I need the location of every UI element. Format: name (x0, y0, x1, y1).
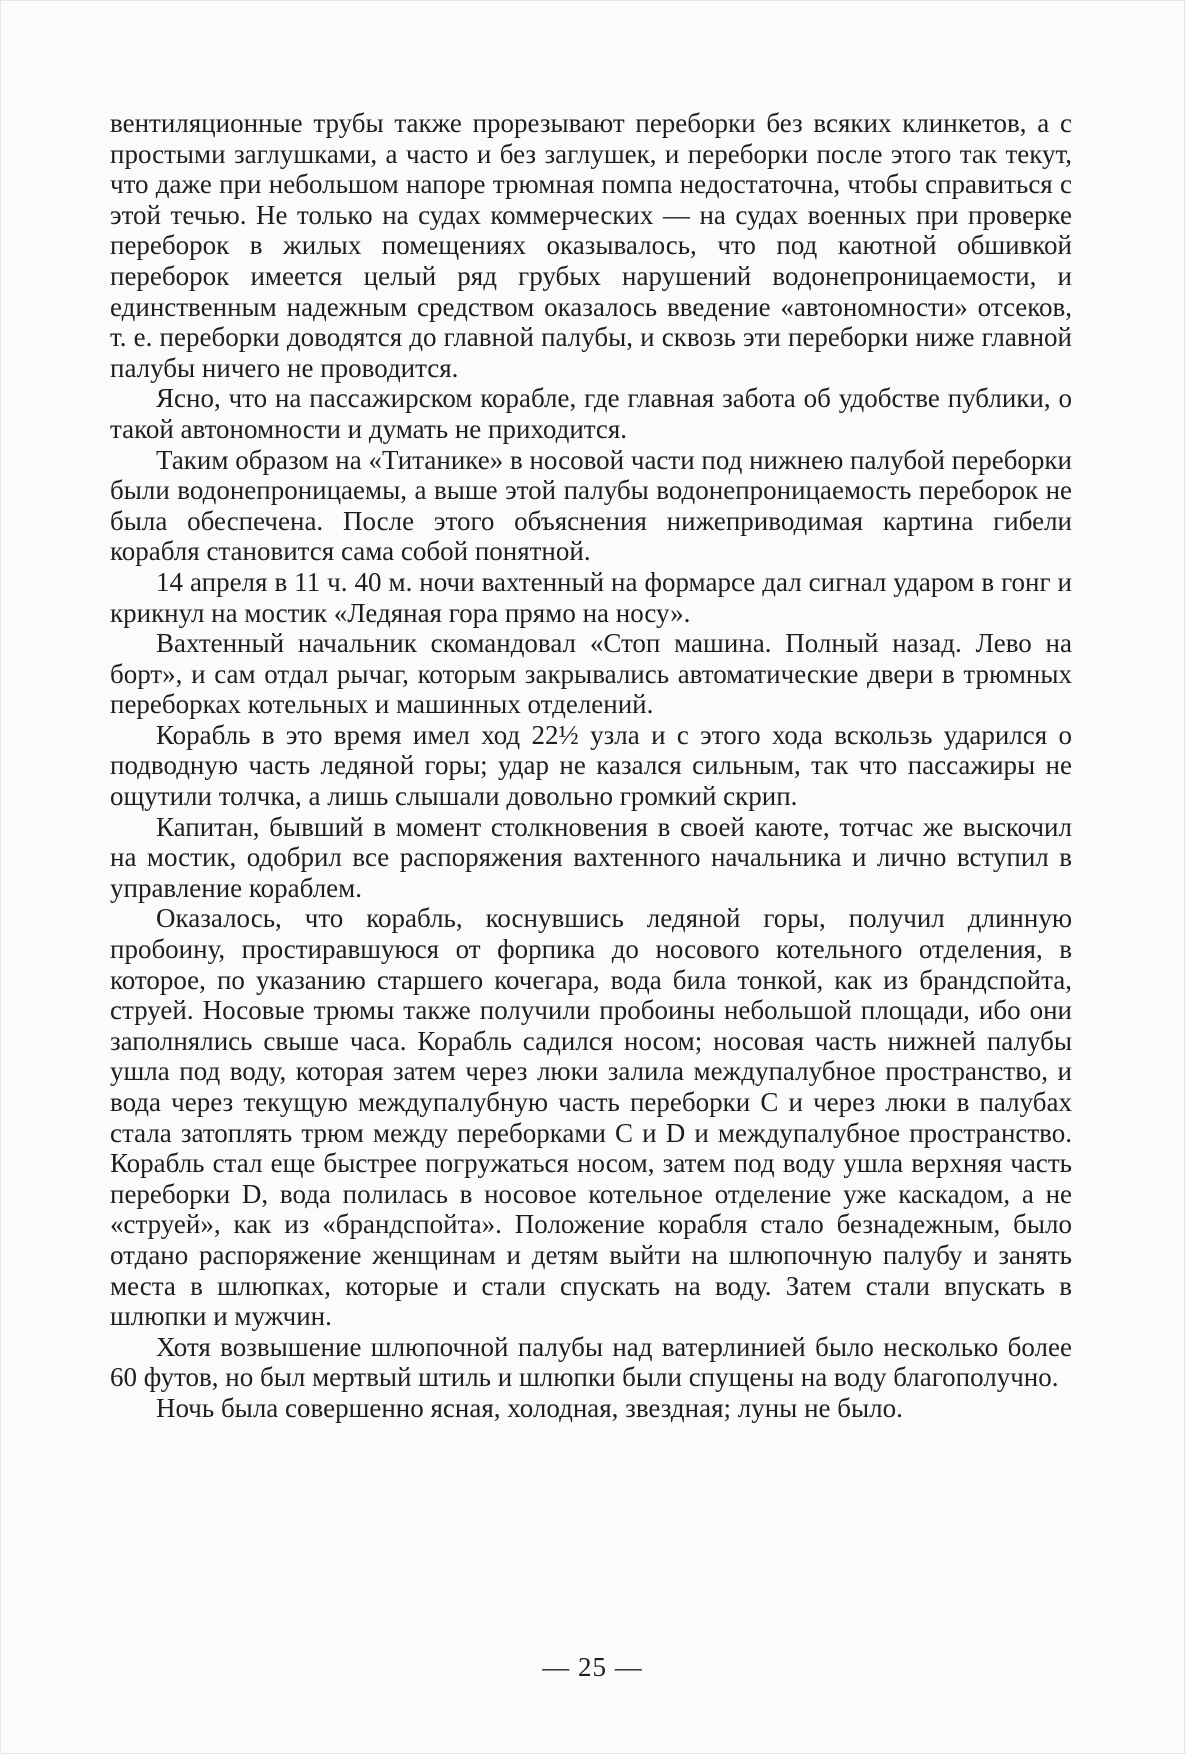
paragraph-night: Ночь была совершенно ясная, холодная, звездная; луны не было. (156, 1392, 903, 1423)
paragraph-watch-officer: Вахтенный начальник скомандовал «Стоп машина. Полный назад. Лево на борт», и сам отдал рычаг, которым закрывались автоматические двери в трюмных переборках котельных и машинных отделений. (110, 628, 1072, 720)
page-body-text (110, 108, 1072, 1424)
paragraph-ventilation: вентиляционные трубы также прорезывают переборки без всяких клинкетов, а с простыми заглушками, а часто и без заглушек, и переборки после этого так текут, что даже при небольшом напоре трюмная помпа недостаточна, чтобы справиться с этой течью. Не только на судах коммерческих — на судах военных при проверке переборок в жилых помещениях оказывалось, что под каютной обшивкой переборок имеется целый ряд грубых нарушений водонепроницаемости, и единственным надежным средством оказалось введение «автономности» отсеков, т. е. переборки доводятся до главной палубы, и сквозь эти переборки ниже главной палубы ничего не проводится. (110, 108, 1072, 383)
paragraph-april-14: 14 апреля в 11 ч. 40 м. ночи вахтенный на формарсе дал сигнал ударом в гонг и крикнул на мостик «Ледяная гора прямо на носу». (110, 566, 1072, 628)
paragraph-titanic-bulkheads: Таким образом на «Титанике» в носовой части под нижнею палубой переборки были водонепроницаемы, а выше этой палубы водонепроницаемость переборок не была обеспечена. После этого объяснения нижеприводимая картина гибели корабля становится сама собой понятной. (110, 444, 1072, 567)
paragraph-passenger-ship: Ясно, что на пассажирском корабле, где главная забота об удобстве публики, о такой автономности и думать не приходится. (110, 383, 1072, 444)
paragraph-captain: Капитан, бывший в момент столкновения в своей каюте, тотчас же выскочил на мостик, одобрил все распоряжения вахтенного начальника и лично вступил в управление кораблем. (110, 811, 1072, 903)
paragraph-breach: Оказалось, что корабль, коснувшись ледяной горы, получил длинную пробоину, простиравшуюся от форпика до носового котельного отделения, в которое, по указанию старшего кочегара, вода била тонкой, как из брандспойта, струей. Носовые трюмы также получили пробоины небольшой площади, ибо они заполнялись свыше часа. Корабль садился носом; носовая часть нижней палубы ушла под воду, которая затем через люки залила междупалубное пространство, и вода через текущую междупалубную часть переборки C и через люки в палубах стала затоплять трюм между переборками C и D и междупалубное пространство. Корабль стал еще быстрее погружаться носом, затем под воду ушла верхняя часть переборки D, вода полилась в носовое котельное отделение уже каскадом, а не «струей», как из «брандспойта». Положение корабля стало безнадежным, было отдано распоряжение женщинам и детям выйти на шлюпочную палубу и занять места в шлюпках, которые и стали спускать на воду. Затем стали впускать в шлюпки и мужчин. (110, 903, 1072, 1332)
paragraph-boat-deck: Хотя возвышение шлюпочной палубы над ватерлинией было несколько более 60 футов, но был мертвый штиль и шлюпки были спущены на воду благополучно. (110, 1331, 1072, 1393)
paragraph-ship-speed: Корабль в это время имел ход 22½ узла и с этого хода вскользь ударился о подводную часть ледяной горы; удар не казался сильным, так что пассажиры не ощутили толчка, а лишь слышали довольно громкий скрип. (110, 719, 1072, 812)
page-number: — 25 — (542, 1652, 643, 1682)
